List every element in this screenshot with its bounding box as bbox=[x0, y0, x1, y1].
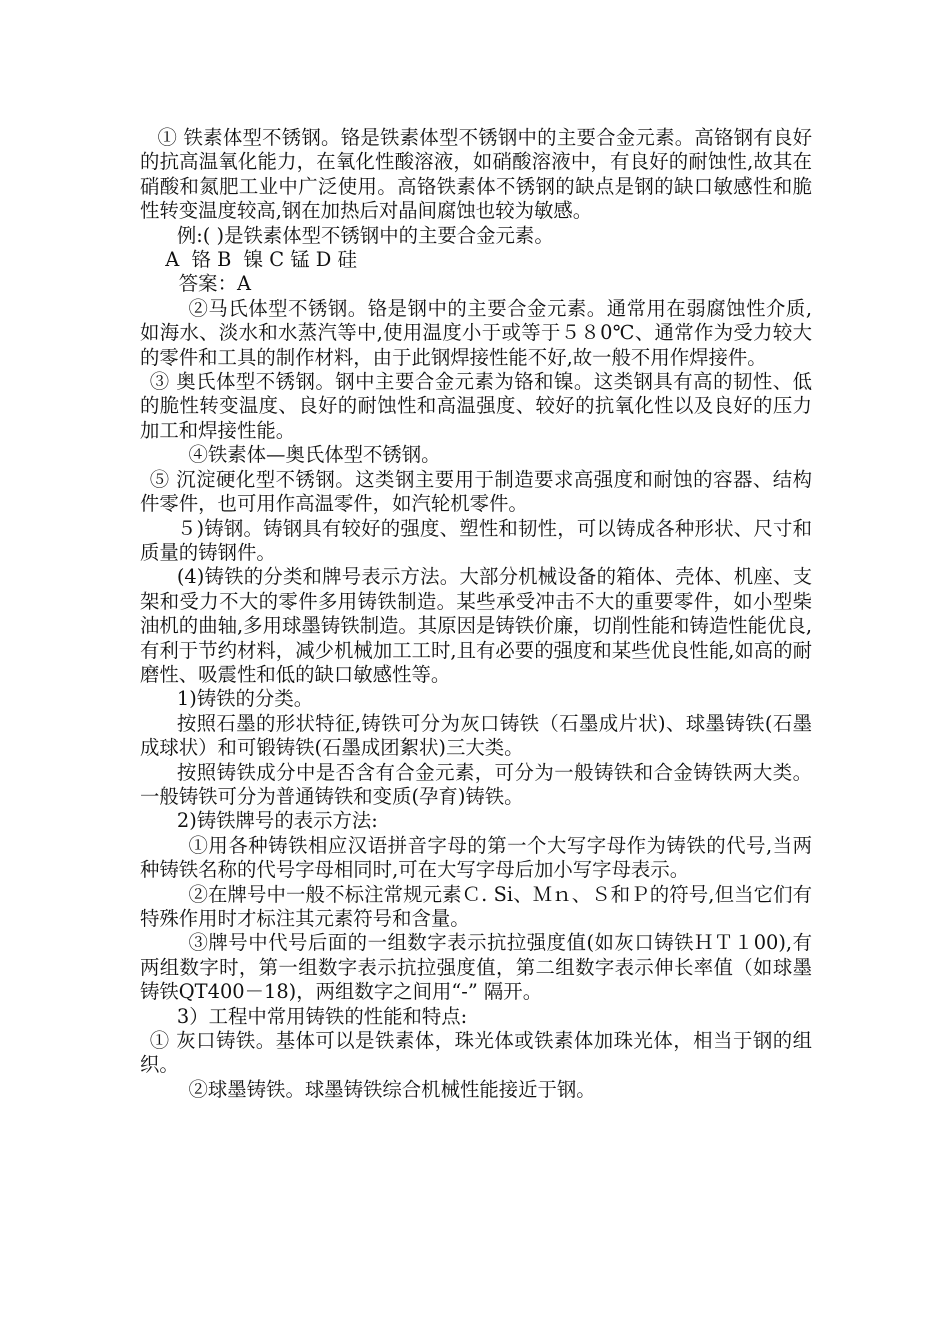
paragraph-example-answer: 答案：A bbox=[178, 272, 251, 296]
paragraph-gray-iron: ① 灰口铸铁。基体可以是铁素体，珠光体或铁素体加珠光体，相当于钢的组织。 bbox=[140, 1029, 812, 1077]
paragraph-ferritic-stainless: ① 铁素体型不锈钢。铬是铁素体型不锈钢中的主要合金元素。高铬钢有良好的抗高温氧化能力，在氧化性酸溶液，如硝酸溶液中，有良好的耐蚀性,故其在硝酸和氮肥工业中广泛使用。高铬铁素体不锈钢的缺点是钢的缺口敏感性和脆性转变温度较高,钢在加热后对晶间腐蚀也较为敏感。 bbox=[140, 126, 812, 223]
paragraph-alloy-content: 按照铸铁成分中是否含有合金元素，可分为一般铸铁和合金铸铁两大类。一般铸铁可分为普通铸铁和变质(孕育)铸铁。 bbox=[140, 760, 812, 808]
paragraph-martensitic-stainless: ②马氏体型不锈钢。铬是钢中的主要合金元素。通常用在弱腐蚀性介质,如海水、淡水和水蒸汽等中,使用温度小于或等于５８0℃、通常作为受力较大的零件和工具的制作材料，由于此钢焊接性能不好,故一般不用作焊接件。 bbox=[140, 296, 812, 369]
paragraph-grade-rule-2: ②在牌号中一般不标注常规元素Ｃ. Si、Ｍｎ、Ｓ和Ｐ的符号,但当它们有特殊作用时才标注其元素符号和含量。 bbox=[140, 882, 812, 930]
paragraph-precipitation-hardening: ⑤ 沉淀硬化型不锈钢。这类钢主要用于制造要求高强度和耐蚀的容器、结构件零件，也可用作高温零件，如汽轮机零件。 bbox=[140, 467, 812, 516]
paragraph-ductile-iron: ②球墨铸铁。球墨铸铁综合机械性能接近于钢。 bbox=[188, 1077, 596, 1101]
paragraph-grade-rule-3: ③牌号中代号后面的一组数字表示抗拉强度值(如灰口铸铁ＨＴ１00),有两组数字时，第一组数字表示抗拉强度值，第二组数字表示伸长率值（如球墨铸铁QT400－18)，两组数字之间用“-” 隔开。 bbox=[140, 931, 812, 1004]
paragraph-example-options: A 铬 B 镍 C 锰 D 硅 bbox=[165, 248, 357, 272]
paragraph-heading-cast-iron-types: 1)铸铁的分类。 bbox=[176, 687, 314, 711]
paragraph-example-question: 例:( )是铁素体型不锈钢中的主要合金元素。 bbox=[176, 223, 554, 247]
paragraph-grade-rule-1: ①用各种铸铁相应汉语拼音字母的第一个大写字母作为铸铁的代号,当两种铸铁名称的代号字母相同时,可在大写字母后加小写字母表示。 bbox=[140, 833, 812, 882]
paragraph-heading-grade-notation: 2)铸铁牌号的表示方法: bbox=[176, 809, 378, 833]
paragraph-graphite-shape: 按照石墨的形状特征,铸铁可分为灰口铸铁（石墨成片状)、球墨铸铁(石墨成球状）和可锻铸铁(石墨成团絮状)三大类。 bbox=[140, 711, 812, 760]
paragraph-cast-steel: ５)铸钢。铸钢具有较好的强度、塑性和韧性，可以铸成各种形状、尺寸和质量的铸钢件。 bbox=[140, 516, 812, 564]
paragraph-duplex-stainless: ④铁素体—奥氏体型不锈钢。 bbox=[188, 443, 441, 467]
document-page bbox=[140, 126, 812, 1102]
paragraph-austenitic-stainless: ③ 奥氏体型不锈钢。钢中主要合金元素为铬和镍。这类钢具有高的韧性、低的脆性转变温度、良好的耐蚀性和高温强度、较好的抗氧化性以及良好的压力加工和焊接性能。 bbox=[140, 370, 812, 442]
paragraph-heading-properties: 3）工程中常用铸铁的性能和特点: bbox=[176, 1004, 468, 1028]
paragraph-cast-iron-classification: (4)铸铁的分类和牌号表示方法。大部分机械设备的箱体、壳体、机座、支架和受力不大的零件多用铸铁制造。某些承受冲击不大的重要零件，如小型柴油机的曲轴,多用球墨铸铁制造。其原因是铸铁价廉，切削性能和铸造性能优良,有利于节约材料，减少机械加工工时,且有必要的强度和某些优良性能,如高的耐磨性、吸震性和低的缺口敏感性等。 bbox=[140, 565, 812, 686]
